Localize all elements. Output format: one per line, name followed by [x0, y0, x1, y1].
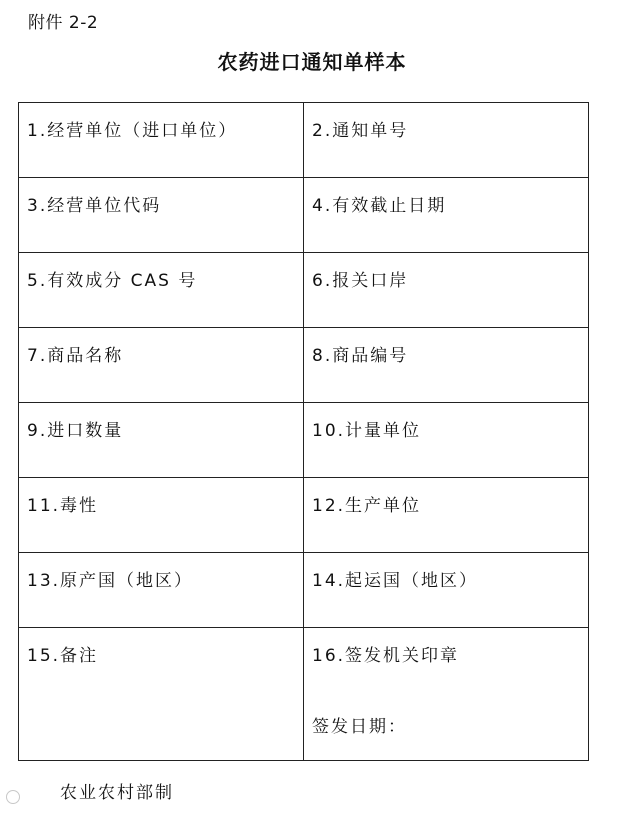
attachment-label: 附件 2-2 — [28, 13, 99, 33]
table-row — [19, 628, 589, 761]
field-manufacturer: 12.生产单位 — [304, 478, 589, 553]
table-row — [19, 253, 589, 328]
field-product-number: 8.商品编号 — [304, 328, 589, 403]
watermark-logo-icon — [6, 790, 20, 804]
table-row — [19, 328, 589, 403]
field-issuing-seal: 16.签发机关印章 — [312, 646, 460, 666]
table-row — [19, 103, 589, 178]
field-expiry-date: 4.有效截止日期 — [304, 178, 589, 253]
field-toxicity: 11.毒性 — [19, 478, 304, 553]
table-row — [19, 403, 589, 478]
field-product-name: 7.商品名称 — [19, 328, 304, 403]
field-business-unit-code: 3.经营单位代码 — [19, 178, 304, 253]
document-title: 农药进口通知单样本 — [217, 50, 407, 74]
field-notice-number: 2.通知单号 — [304, 103, 589, 178]
field-customs-port: 6.报关口岸 — [304, 253, 589, 328]
field-country-of-shipment: 14.起运国（地区） — [304, 553, 589, 628]
field-import-quantity: 9.进口数量 — [19, 403, 304, 478]
field-issuing-seal-cell — [304, 628, 589, 761]
table-row — [19, 178, 589, 253]
field-remarks: 15.备注 — [19, 628, 304, 761]
notice-form-table — [18, 102, 589, 761]
table-row — [19, 553, 589, 628]
field-country-of-origin: 13.原产国（地区） — [19, 553, 304, 628]
watermark — [6, 790, 20, 804]
field-unit-of-measure: 10.计量单位 — [304, 403, 589, 478]
footer-issuer: 农业农村部制 — [60, 783, 174, 803]
table-row — [19, 478, 589, 553]
field-issue-date: 签发日期： — [312, 717, 407, 737]
field-cas-number: 5.有效成分 CAS 号 — [19, 253, 304, 328]
field-business-unit: 1.经营单位（进口单位） — [19, 103, 304, 178]
